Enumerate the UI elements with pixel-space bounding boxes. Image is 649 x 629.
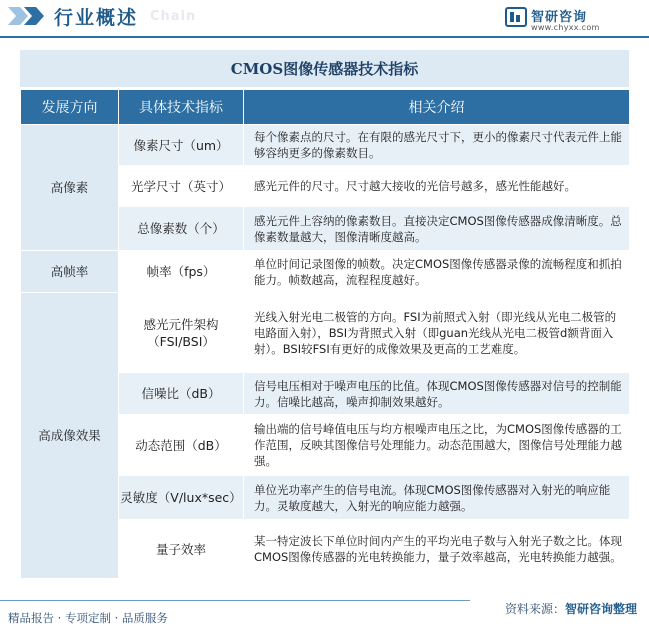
- indicator-cell: 灵敏度（V/lux*sec）: [119, 476, 244, 520]
- indicator-cell: 动态范围（dB）: [119, 415, 244, 476]
- table-row: [21, 293, 630, 373]
- source-note: [505, 600, 637, 617]
- table-row: [21, 125, 630, 166]
- direction-cell: 高成像效果: [21, 293, 119, 579]
- page-header: [0, 0, 649, 40]
- double-chevron-icon: [8, 7, 48, 25]
- description-cell: 输出端的信号峰值电压与均方根噪声电压之比，为CMOS图像传感器的工作范围，反映其图像信号处理能力。动态范围越大，图像信号处理能力越强。: [244, 415, 630, 476]
- source-label: 资料来源：: [504, 602, 565, 616]
- description-cell: 每个像素点的尺寸。在有限的感光尺寸下，更小的像素尺寸代表元件上能够容纳更多的像素数目。: [244, 125, 630, 166]
- description-cell: 光线入射光电二极管的方向。FSI为前照式入射（即光线从光电二极管的电路面入射），BSI为背照式入射（即guan光线从光电二极管d额背面入射）。BSI较FSI有更好的成像效果及更高的工艺难度。: [244, 293, 630, 373]
- page-footer: [0, 600, 649, 629]
- indicator-cell: 总像素数（个）: [119, 207, 244, 251]
- indicator-cell: 信噪比（dB）: [119, 373, 244, 415]
- table-header-row: [21, 90, 630, 125]
- footer-divider: [0, 600, 470, 601]
- description-cell: 感光元件的尺寸。尺寸越大接收的光信号越多，感光性能越好。: [244, 166, 630, 207]
- column-header-description: 相关介绍: [244, 90, 630, 125]
- table-title: CMOS图像传感器技术指标: [20, 50, 629, 89]
- brand-logo-block: [487, 4, 637, 36]
- direction-cell: 高帧率: [21, 251, 119, 293]
- indicator-cell: 光学尺寸（英寸）: [119, 166, 244, 207]
- indicator-cell: 感光元件架构（FSI/BSI）: [119, 293, 244, 373]
- column-header-direction: 发展方向: [21, 90, 119, 125]
- description-cell: 单位光功率产生的信号电流。体现CMOS图像传感器对入射光的响应能力。灵敏度越大，入射光的响应能力越强。: [244, 476, 630, 520]
- description-cell: 某一特定波长下单位时间内产生的平均光电子数与入射光子数之比。体现CMOS图像传感器的光电转换能力，量子效率越高，光电转换能力越强。: [244, 520, 630, 579]
- header-divider: [0, 36, 649, 38]
- description-cell: 单位时间记录图像的帧数。决定CMOS图像传感器录像的流畅程度和抓拍能力。帧数越高，流程程度越好。: [244, 251, 630, 293]
- table-row: [21, 251, 630, 293]
- footer-slogan: 精品报告 · 专项定制 · 品质服务: [8, 611, 168, 625]
- brand-url: www.chyxx.com: [531, 23, 600, 32]
- spec-table: [20, 89, 630, 579]
- column-header-indicator: 具体技术指标: [119, 90, 244, 125]
- indicator-cell: 像素尺寸（um）: [119, 125, 244, 166]
- description-cell: 信号电压相对于噪声电压的比值。体现CMOS图像传感器对信号的控制能力。信噪比越高，噪声抑制效果越好。: [244, 373, 630, 415]
- spec-table-container: [20, 50, 629, 579]
- description-cell: 感光元件上容纳的像素数目。直接决定CMOS图像传感器成像清晰度。总像素数量越大，图像清晰度越高。: [244, 207, 630, 251]
- watermark-text: Chain: [150, 9, 197, 24]
- indicator-cell: 帧率（fps）: [119, 251, 244, 293]
- page-title: 行业概述: [54, 7, 139, 29]
- source-value: 智研咨询整理: [564, 602, 637, 616]
- brand-logo-icon: [505, 6, 527, 28]
- indicator-cell: 量子效率: [119, 520, 244, 579]
- direction-cell: 高像素: [21, 125, 119, 251]
- brand-name: 智研咨询: [531, 10, 588, 25]
